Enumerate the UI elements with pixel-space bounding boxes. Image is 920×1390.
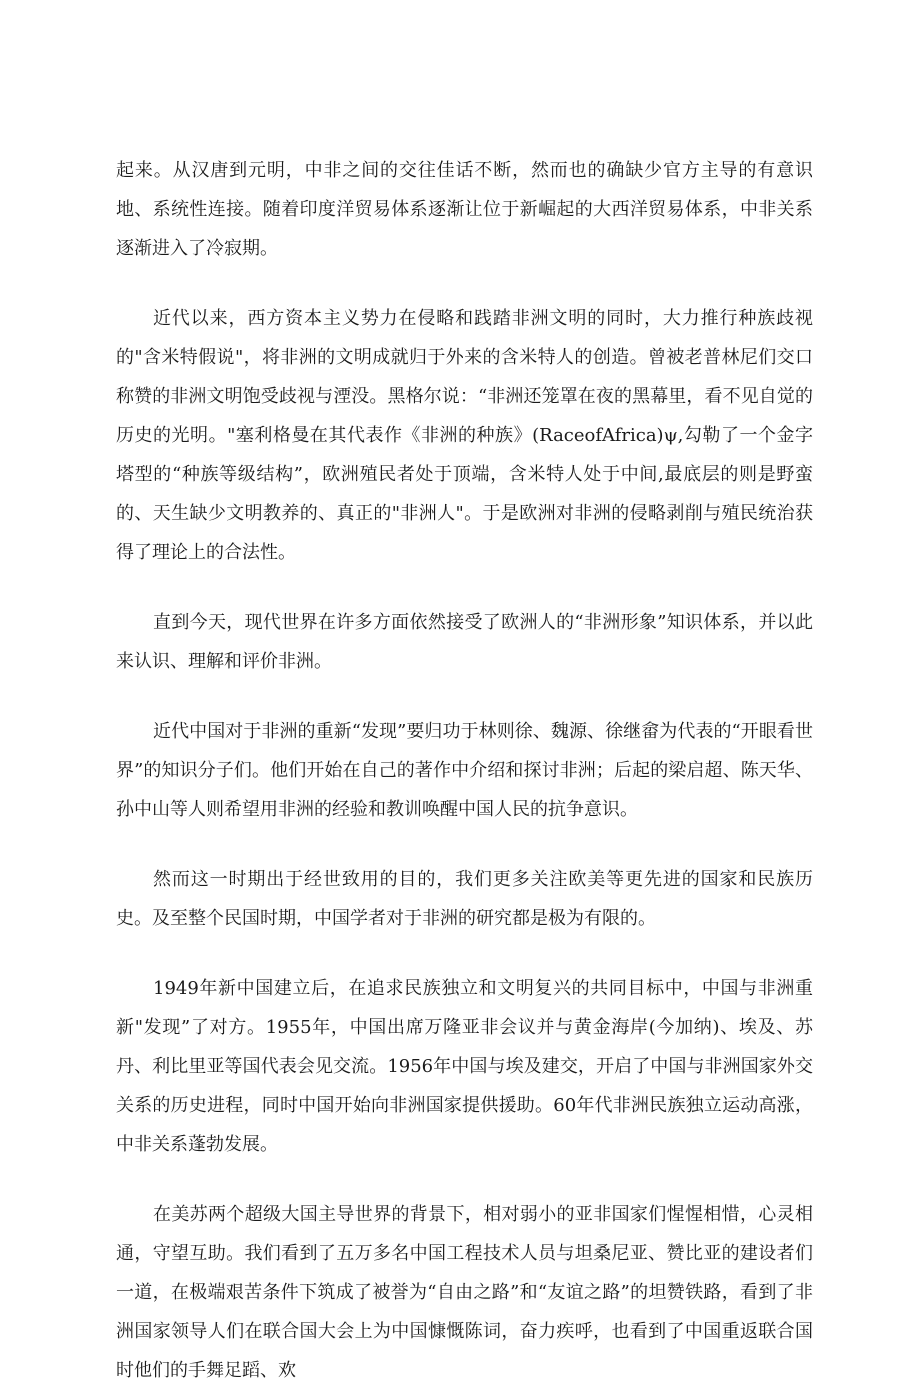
paragraph-4: 近代中国对于非洲的重新“发现”要归功于林则徐、魏源、徐继畲为代表的“开眼看世界”的知识分子们。他们开始在自己的著作中介绍和探讨非洲；后起的梁启超、陈天华、孙中山等人则希望用非洲的经验和教训唤醒中国人民的抗争意识。 [116,721,813,820]
paragraph-3: 直到今天，现代世界在许多方面依然接受了欧洲人的“非洲形象”知识体系，并以此来认识、理解和评价非洲。 [116,612,813,672]
paragraph-7: 在美苏两个超级大国主导世界的背景下，相对弱小的亚非国家们惺惺相惜，心灵相通，守望互助。我们看到了五万多名中国工程技术人员与坦桑尼亚、赞比亚的建设者们一道，在极端艰苦条件下筑成了被誉为“自由之路”和“友谊之路”的坦赞铁路，看到了非洲国家领导人们在联合国大会上为中国慷慨陈词，奋力疾呼，也看到了中国重返联合国时他们的手舞足蹈、欢 [116,1204,813,1381]
paragraph-1: 起来。从汉唐到元明，中非之间的交往佳话不断，然而也的确缺少官方主导的有意识地、系统性连接。随着印度洋贸易体系逐渐让位于新崛起的大西洋贸易体系，中非关系逐渐进入了冷寂期。 [116,160,813,259]
paragraph-2: 近代以来，西方资本主义势力在侵略和践踏非洲文明的同时，大力推行种族歧视的"含米特假说"，将非洲的文明成就归于外来的含米特人的创造。曾被老普林尼们交口称赞的非洲文明饱受歧视与湮没。黑格尔说：“非洲还笼罩在夜的黑幕里，看不见自觉的历史的光明。"塞利格曼在其代表作《非洲的种族》(RaceofAfrica)ψ,勾勒了一个金字塔型的“种族等级结构”，欧洲殖民者处于顶端，含米特人处于中间,最底层的则是野蛮的、天生缺少文明教养的、真正的"非洲人"。于是欧洲对非洲的侵略剥削与殖民统治获得了理论上的合法性。 [116,308,813,563]
document-body [116,151,813,1390]
paragraph-6: 1949年新中国建立后，在追求民族独立和文明复兴的共同目标中，中国与非洲重新"发现”了对方。1955年，中国出席万隆亚非会议并与黄金海岸(今加纳)、埃及、苏丹、利比里亚等国代表会见交流。1956年中国与埃及建交，开启了中国与非洲国家外交关系的历史进程，同时中国开始向非洲国家提供援助。60年代非洲民族独立运动高涨，中非关系蓬勃发展。 [116,978,813,1155]
paragraph-5: 然而这一时期出于经世致用的目的，我们更多关注欧美等更先进的国家和民族历史。及至整个民国时期，中国学者对于非洲的研究都是极为有限的。 [116,869,813,929]
